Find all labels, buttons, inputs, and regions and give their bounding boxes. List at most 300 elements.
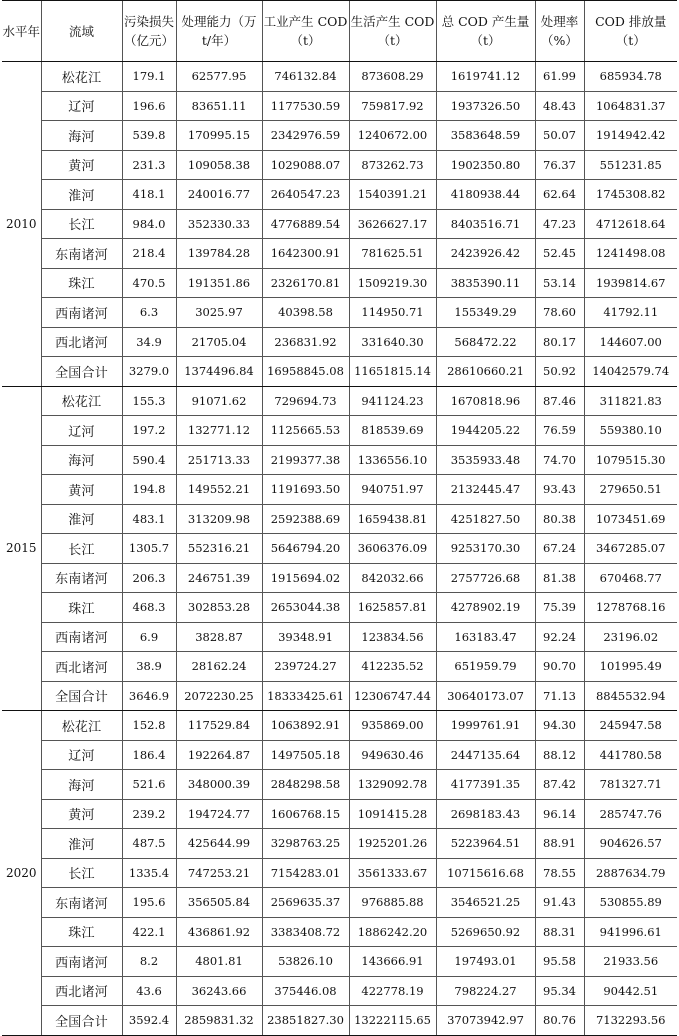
loss-cell: 1305.7 (122, 534, 176, 564)
basin-cell: 东南诸河 (41, 563, 122, 593)
industrial-cod-cell: 2640547.23 (262, 180, 349, 210)
cod-emission-cell: 285747.76 (584, 799, 677, 829)
capacity-cell: 83651.11 (176, 91, 262, 121)
treatment-rate-cell: 93.43 (535, 475, 584, 505)
table-row (2, 91, 677, 121)
cod-emission-cell: 41792.11 (584, 298, 677, 328)
table-row (2, 504, 677, 534)
basin-cell: 长江 (41, 534, 122, 564)
industrial-cod-cell: 1497505.18 (262, 740, 349, 770)
total-cod-cell: 568472.22 (436, 327, 535, 357)
total-cod-cell: 3583648.59 (436, 121, 535, 151)
capacity-cell: 2859831.32 (176, 1006, 262, 1036)
loss-cell: 194.8 (122, 475, 176, 505)
table-row (2, 534, 677, 564)
industrial-cod-cell: 375446.08 (262, 976, 349, 1006)
treatment-rate-cell: 53.14 (535, 268, 584, 298)
capacity-cell: 139784.28 (176, 239, 262, 269)
basin-cell: 珠江 (41, 593, 122, 623)
loss-cell: 590.4 (122, 445, 176, 475)
loss-cell: 1335.4 (122, 858, 176, 888)
loss-cell: 196.6 (122, 91, 176, 121)
cod-pollution-table (2, 0, 677, 1036)
total-cod-cell: 2423926.42 (436, 239, 535, 269)
treatment-rate-cell: 50.07 (535, 121, 584, 151)
table-row (2, 681, 677, 711)
cod-emission-cell: 685934.78 (584, 62, 677, 92)
loss-cell: 8.2 (122, 947, 176, 977)
domestic-cod-cell: 1329092.78 (349, 770, 436, 800)
total-cod-cell: 1619741.12 (436, 62, 535, 92)
capacity-cell: 302853.28 (176, 593, 262, 623)
capacity-cell: 251713.33 (176, 445, 262, 475)
capacity-cell: 4801.81 (176, 947, 262, 977)
loss-cell: 179.1 (122, 62, 176, 92)
cod-emission-cell: 1914942.42 (584, 121, 677, 151)
table-row (2, 888, 677, 918)
domestic-cod-cell: 12306747.44 (349, 681, 436, 711)
total-cod-cell: 1999761.91 (436, 711, 535, 741)
industrial-cod-cell: 23851827.30 (262, 1006, 349, 1036)
domestic-cod-cell: 1091415.28 (349, 799, 436, 829)
treatment-rate-cell: 80.17 (535, 327, 584, 357)
loss-cell: 6.3 (122, 298, 176, 328)
cod-emission-cell: 1079515.30 (584, 445, 677, 475)
basin-cell: 淮河 (41, 504, 122, 534)
capacity-cell: 91071.62 (176, 386, 262, 416)
table-row (2, 180, 677, 210)
treatment-rate-cell: 88.12 (535, 740, 584, 770)
capacity-cell: 62577.95 (176, 62, 262, 92)
treatment-rate-cell: 76.59 (535, 416, 584, 446)
basin-cell: 长江 (41, 858, 122, 888)
domestic-cod-cell: 976885.88 (349, 888, 436, 918)
header-year: 水平年 (2, 1, 41, 62)
loss-cell: 195.6 (122, 888, 176, 918)
domestic-cod-cell: 759817.92 (349, 91, 436, 121)
domestic-cod-cell: 114950.71 (349, 298, 436, 328)
treatment-rate-cell: 81.38 (535, 563, 584, 593)
domestic-cod-cell: 935869.00 (349, 711, 436, 741)
basin-cell: 黄河 (41, 475, 122, 505)
capacity-cell: 117529.84 (176, 711, 262, 741)
basin-cell: 西北诸河 (41, 976, 122, 1006)
domestic-cod-cell: 781625.51 (349, 239, 436, 269)
domestic-cod-cell: 873262.73 (349, 150, 436, 180)
loss-cell: 34.9 (122, 327, 176, 357)
treatment-rate-cell: 80.76 (535, 1006, 584, 1036)
industrial-cod-cell: 2342976.59 (262, 121, 349, 151)
industrial-cod-cell: 18333425.61 (262, 681, 349, 711)
year-cell: 2015 (2, 386, 41, 711)
cod-emission-cell: 144607.00 (584, 327, 677, 357)
domestic-cod-cell: 941124.23 (349, 386, 436, 416)
capacity-cell: 3025.97 (176, 298, 262, 328)
capacity-cell: 1374496.84 (176, 357, 262, 387)
treatment-rate-cell: 96.14 (535, 799, 584, 829)
industrial-cod-cell: 4776889.54 (262, 209, 349, 239)
cod-emission-cell: 551231.85 (584, 150, 677, 180)
table-row (2, 1006, 677, 1036)
total-cod-cell: 2447135.64 (436, 740, 535, 770)
loss-cell: 468.3 (122, 593, 176, 623)
basin-cell: 黄河 (41, 799, 122, 829)
total-cod-cell: 4278902.19 (436, 593, 535, 623)
table-row (2, 357, 677, 387)
cod-emission-cell: 941996.61 (584, 917, 677, 947)
basin-cell: 淮河 (41, 829, 122, 859)
table-row (2, 976, 677, 1006)
industrial-cod-cell: 729694.73 (262, 386, 349, 416)
industrial-cod-cell: 2592388.69 (262, 504, 349, 534)
industrial-cod-cell: 2569635.37 (262, 888, 349, 918)
industrial-cod-cell: 1191693.50 (262, 475, 349, 505)
capacity-cell: 192264.87 (176, 740, 262, 770)
loss-cell: 206.3 (122, 563, 176, 593)
treatment-rate-cell: 94.30 (535, 711, 584, 741)
table-header (2, 1, 677, 62)
table-row (2, 150, 677, 180)
total-cod-cell: 1902350.80 (436, 150, 535, 180)
domestic-cod-cell: 949630.46 (349, 740, 436, 770)
loss-cell: 152.8 (122, 711, 176, 741)
domestic-cod-cell: 13222115.65 (349, 1006, 436, 1036)
total-cod-cell: 37073942.97 (436, 1006, 535, 1036)
capacity-cell: 240016.77 (176, 180, 262, 210)
table-row (2, 327, 677, 357)
basin-cell: 西南诸河 (41, 298, 122, 328)
table-row (2, 711, 677, 741)
year-cell: 2020 (2, 711, 41, 1036)
basin-cell: 长江 (41, 209, 122, 239)
cod-emission-cell: 1073451.69 (584, 504, 677, 534)
table-row (2, 563, 677, 593)
header-row (2, 1, 677, 62)
industrial-cod-cell: 16958845.08 (262, 357, 349, 387)
basin-cell: 淮河 (41, 180, 122, 210)
industrial-cod-cell: 40398.58 (262, 298, 349, 328)
domestic-cod-cell: 1659438.81 (349, 504, 436, 534)
treatment-rate-cell: 78.60 (535, 298, 584, 328)
capacity-cell: 109058.38 (176, 150, 262, 180)
basin-cell: 辽河 (41, 416, 122, 446)
loss-cell: 483.1 (122, 504, 176, 534)
cod-emission-cell: 245947.58 (584, 711, 677, 741)
industrial-cod-cell: 3383408.72 (262, 917, 349, 947)
basin-cell: 辽河 (41, 91, 122, 121)
cod-emission-cell: 670468.77 (584, 563, 677, 593)
capacity-cell: 552316.21 (176, 534, 262, 564)
industrial-cod-cell: 53826.10 (262, 947, 349, 977)
capacity-cell: 313209.98 (176, 504, 262, 534)
cod-emission-cell: 4712618.64 (584, 209, 677, 239)
industrial-cod-cell: 1177530.59 (262, 91, 349, 121)
domestic-cod-cell: 11651815.14 (349, 357, 436, 387)
table-row (2, 947, 677, 977)
cod-emission-cell: 21933.56 (584, 947, 677, 977)
cod-emission-cell: 2887634.79 (584, 858, 677, 888)
loss-cell: 155.3 (122, 386, 176, 416)
basin-cell: 东南诸河 (41, 888, 122, 918)
table-row (2, 770, 677, 800)
domestic-cod-cell: 143666.91 (349, 947, 436, 977)
treatment-rate-cell: 74.70 (535, 445, 584, 475)
industrial-cod-cell: 1029088.07 (262, 150, 349, 180)
year-cell: 2010 (2, 62, 41, 387)
capacity-cell: 132771.12 (176, 416, 262, 446)
cod-emission-cell: 3467285.07 (584, 534, 677, 564)
loss-cell: 418.1 (122, 180, 176, 210)
basin-cell: 黄河 (41, 150, 122, 180)
table-row (2, 445, 677, 475)
total-cod-cell: 3535933.48 (436, 445, 535, 475)
treatment-rate-cell: 78.55 (535, 858, 584, 888)
treatment-rate-cell: 88.31 (535, 917, 584, 947)
header-domestic-cod: 生活产生 COD（t） (349, 1, 436, 62)
loss-cell: 239.2 (122, 799, 176, 829)
header-basin: 流域 (41, 1, 122, 62)
loss-cell: 470.5 (122, 268, 176, 298)
basin-cell: 东南诸河 (41, 239, 122, 269)
treatment-rate-cell: 87.42 (535, 770, 584, 800)
treatment-rate-cell: 75.39 (535, 593, 584, 623)
loss-cell: 3592.4 (122, 1006, 176, 1036)
industrial-cod-cell: 7154283.01 (262, 858, 349, 888)
treatment-rate-cell: 67.24 (535, 534, 584, 564)
treatment-rate-cell: 91.43 (535, 888, 584, 918)
total-cod-cell: 4251827.50 (436, 504, 535, 534)
basin-cell: 松花江 (41, 711, 122, 741)
industrial-cod-cell: 2199377.38 (262, 445, 349, 475)
cod-emission-cell: 559380.10 (584, 416, 677, 446)
treatment-rate-cell: 50.92 (535, 357, 584, 387)
capacity-cell: 348000.39 (176, 770, 262, 800)
cod-emission-cell: 7132293.56 (584, 1006, 677, 1036)
loss-cell: 6.9 (122, 622, 176, 652)
cod-emission-cell: 530855.89 (584, 888, 677, 918)
table-row (2, 652, 677, 682)
basin-cell: 海河 (41, 121, 122, 151)
domestic-cod-cell: 3626627.17 (349, 209, 436, 239)
capacity-cell: 28162.24 (176, 652, 262, 682)
basin-cell: 松花江 (41, 62, 122, 92)
cod-emission-cell: 1064831.37 (584, 91, 677, 121)
cod-emission-cell: 1278768.16 (584, 593, 677, 623)
loss-cell: 231.3 (122, 150, 176, 180)
capacity-cell: 191351.86 (176, 268, 262, 298)
loss-cell: 539.8 (122, 121, 176, 151)
industrial-cod-cell: 236831.92 (262, 327, 349, 357)
domestic-cod-cell: 3606376.09 (349, 534, 436, 564)
cod-emission-cell: 311821.83 (584, 386, 677, 416)
capacity-cell: 436861.92 (176, 917, 262, 947)
header-capacity: 处理能力（万 t/年） (176, 1, 262, 62)
total-cod-cell: 798224.27 (436, 976, 535, 1006)
total-cod-cell: 163183.47 (436, 622, 535, 652)
loss-cell: 186.4 (122, 740, 176, 770)
industrial-cod-cell: 2326170.81 (262, 268, 349, 298)
header-industrial-cod: 工业产生 COD（t） (262, 1, 349, 62)
total-cod-cell: 30640173.07 (436, 681, 535, 711)
header-cod-emission: COD 排放量（t） (584, 1, 677, 62)
domestic-cod-cell: 1240672.00 (349, 121, 436, 151)
industrial-cod-cell: 1125665.53 (262, 416, 349, 446)
cod-emission-cell: 101995.49 (584, 652, 677, 682)
total-cod-cell: 155349.29 (436, 298, 535, 328)
domestic-cod-cell: 1509219.30 (349, 268, 436, 298)
basin-cell: 全国合计 (41, 357, 122, 387)
loss-cell: 218.4 (122, 239, 176, 269)
capacity-cell: 2072230.25 (176, 681, 262, 711)
header-treatment-rate: 处理率（%） (535, 1, 584, 62)
loss-cell: 43.6 (122, 976, 176, 1006)
basin-cell: 西北诸河 (41, 652, 122, 682)
treatment-rate-cell: 48.43 (535, 91, 584, 121)
table-row (2, 858, 677, 888)
domestic-cod-cell: 940751.97 (349, 475, 436, 505)
loss-cell: 422.1 (122, 917, 176, 947)
header-loss: 污染损失（亿元） (122, 1, 176, 62)
industrial-cod-cell: 746132.84 (262, 62, 349, 92)
industrial-cod-cell: 1642300.91 (262, 239, 349, 269)
capacity-cell: 3828.87 (176, 622, 262, 652)
table-row (2, 622, 677, 652)
industrial-cod-cell: 2653044.38 (262, 593, 349, 623)
table-row (2, 239, 677, 269)
total-cod-cell: 10715616.68 (436, 858, 535, 888)
total-cod-cell: 3546521.25 (436, 888, 535, 918)
total-cod-cell: 5269650.92 (436, 917, 535, 947)
treatment-rate-cell: 52.45 (535, 239, 584, 269)
total-cod-cell: 4177391.35 (436, 770, 535, 800)
domestic-cod-cell: 422778.19 (349, 976, 436, 1006)
table-row (2, 62, 677, 92)
industrial-cod-cell: 1606768.15 (262, 799, 349, 829)
treatment-rate-cell: 95.58 (535, 947, 584, 977)
total-cod-cell: 28610660.21 (436, 357, 535, 387)
domestic-cod-cell: 412235.52 (349, 652, 436, 682)
cod-emission-cell: 1241498.08 (584, 239, 677, 269)
industrial-cod-cell: 1915694.02 (262, 563, 349, 593)
treatment-rate-cell: 61.99 (535, 62, 584, 92)
table-row (2, 740, 677, 770)
treatment-rate-cell: 95.34 (535, 976, 584, 1006)
table-row (2, 917, 677, 947)
cod-emission-cell: 279650.51 (584, 475, 677, 505)
industrial-cod-cell: 39348.91 (262, 622, 349, 652)
capacity-cell: 36243.66 (176, 976, 262, 1006)
treatment-rate-cell: 47.23 (535, 209, 584, 239)
domestic-cod-cell: 842032.66 (349, 563, 436, 593)
table-row (2, 209, 677, 239)
capacity-cell: 356505.84 (176, 888, 262, 918)
table-body (2, 62, 677, 1036)
table-row (2, 386, 677, 416)
basin-cell: 海河 (41, 445, 122, 475)
cod-emission-cell: 904626.57 (584, 829, 677, 859)
capacity-cell: 149552.21 (176, 475, 262, 505)
treatment-rate-cell: 71.13 (535, 681, 584, 711)
capacity-cell: 170995.15 (176, 121, 262, 151)
treatment-rate-cell: 88.91 (535, 829, 584, 859)
table-row (2, 829, 677, 859)
capacity-cell: 21705.04 (176, 327, 262, 357)
total-cod-cell: 197493.01 (436, 947, 535, 977)
total-cod-cell: 8403516.71 (436, 209, 535, 239)
basin-cell: 松花江 (41, 386, 122, 416)
basin-cell: 全国合计 (41, 1006, 122, 1036)
loss-cell: 487.5 (122, 829, 176, 859)
total-cod-cell: 4180938.44 (436, 180, 535, 210)
cod-emission-cell: 90442.51 (584, 976, 677, 1006)
basin-cell: 珠江 (41, 917, 122, 947)
industrial-cod-cell: 3298763.25 (262, 829, 349, 859)
total-cod-cell: 651959.79 (436, 652, 535, 682)
treatment-rate-cell: 87.46 (535, 386, 584, 416)
treatment-rate-cell: 76.37 (535, 150, 584, 180)
basin-cell: 西北诸河 (41, 327, 122, 357)
industrial-cod-cell: 1063892.91 (262, 711, 349, 741)
total-cod-cell: 1944205.22 (436, 416, 535, 446)
capacity-cell: 747253.21 (176, 858, 262, 888)
capacity-cell: 425644.99 (176, 829, 262, 859)
total-cod-cell: 5223964.51 (436, 829, 535, 859)
cod-emission-cell: 1745308.82 (584, 180, 677, 210)
basin-cell: 全国合计 (41, 681, 122, 711)
basin-cell: 西南诸河 (41, 947, 122, 977)
loss-cell: 197.2 (122, 416, 176, 446)
domestic-cod-cell: 331640.30 (349, 327, 436, 357)
domestic-cod-cell: 1886242.20 (349, 917, 436, 947)
loss-cell: 984.0 (122, 209, 176, 239)
domestic-cod-cell: 1540391.21 (349, 180, 436, 210)
cod-emission-cell: 8845532.94 (584, 681, 677, 711)
domestic-cod-cell: 123834.56 (349, 622, 436, 652)
capacity-cell: 246751.39 (176, 563, 262, 593)
cod-emission-cell: 441780.58 (584, 740, 677, 770)
cod-emission-cell: 1939814.67 (584, 268, 677, 298)
domestic-cod-cell: 1925201.26 (349, 829, 436, 859)
cod-emission-cell: 781327.71 (584, 770, 677, 800)
table-row (2, 416, 677, 446)
loss-cell: 3279.0 (122, 357, 176, 387)
loss-cell: 38.9 (122, 652, 176, 682)
basin-cell: 辽河 (41, 740, 122, 770)
total-cod-cell: 1937326.50 (436, 91, 535, 121)
basin-cell: 海河 (41, 770, 122, 800)
header-total-cod: 总 COD 产生量（t） (436, 1, 535, 62)
capacity-cell: 194724.77 (176, 799, 262, 829)
capacity-cell: 352330.33 (176, 209, 262, 239)
domestic-cod-cell: 873608.29 (349, 62, 436, 92)
industrial-cod-cell: 239724.27 (262, 652, 349, 682)
treatment-rate-cell: 80.38 (535, 504, 584, 534)
total-cod-cell: 2698183.43 (436, 799, 535, 829)
total-cod-cell: 2757726.68 (436, 563, 535, 593)
total-cod-cell: 1670818.96 (436, 386, 535, 416)
table-row (2, 799, 677, 829)
treatment-rate-cell: 92.24 (535, 622, 584, 652)
industrial-cod-cell: 5646794.20 (262, 534, 349, 564)
table-row (2, 298, 677, 328)
loss-cell: 521.6 (122, 770, 176, 800)
total-cod-cell: 2132445.47 (436, 475, 535, 505)
basin-cell: 西南诸河 (41, 622, 122, 652)
cod-emission-cell: 14042579.74 (584, 357, 677, 387)
industrial-cod-cell: 2848298.58 (262, 770, 349, 800)
treatment-rate-cell: 62.64 (535, 180, 584, 210)
domestic-cod-cell: 3561333.67 (349, 858, 436, 888)
